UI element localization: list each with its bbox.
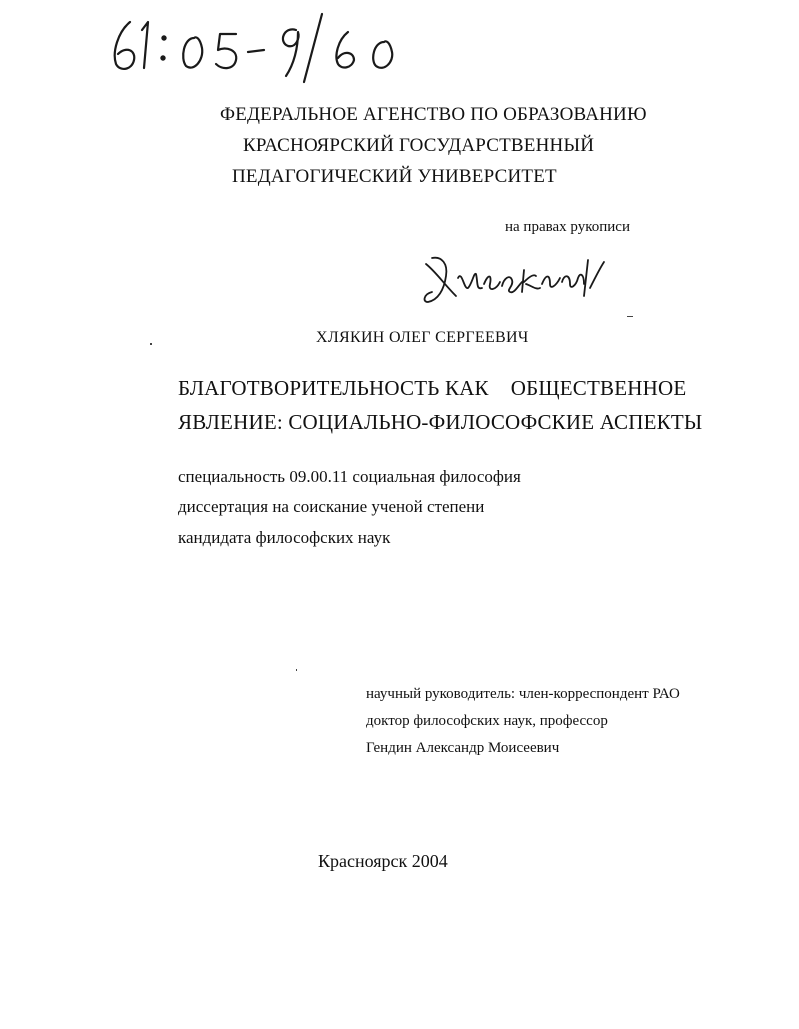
specialty-line: специальность 09.00.11 социальная философия xyxy=(178,467,521,486)
title-line1-part1: БЛАГОТВОРИТЕЛЬНОСТЬ КАК xyxy=(178,376,489,400)
author-signature xyxy=(418,244,618,314)
degree-line2: кандидата философских наук xyxy=(178,528,391,547)
degree-line1: диссертация на соискание ученой степени xyxy=(178,497,485,516)
scan-speck xyxy=(296,669,297,671)
institution-university-line1: КРАСНОЯРСКИЙ ГОСУДАРСТВЕННЫЙ xyxy=(243,135,595,156)
city-year: Красноярск 2004 xyxy=(318,851,448,871)
dissertation-title-line2: ЯВЛЕНИЕ: СОЦИАЛЬНО-ФИЛОСОФСКИЕ АСПЕКТЫ xyxy=(178,410,703,434)
supervisor-name: Гендин Александр Моисеевич xyxy=(366,740,560,756)
scan-speck xyxy=(627,316,633,317)
author-name: ХЛЯКИН ОЛЕГ СЕРГЕЕВИЧ xyxy=(316,329,529,346)
scan-speck xyxy=(150,343,152,345)
supervisor-role: научный руководитель: член-корреспондент РАО xyxy=(366,686,680,702)
title-line1-part2: ОБЩЕСТВЕННОЕ xyxy=(510,376,687,400)
supervisor-degree: доктор философских наук, профессор xyxy=(366,713,608,729)
institution-agency: ФЕДЕРАЛЬНОЕ АГЕНСТВО ПО ОБРАЗОВАНИЮ xyxy=(220,104,647,125)
institution-university-line2: ПЕДАГОГИЧЕСКИЙ УНИВЕРСИТЕТ xyxy=(232,166,557,187)
dissertation-title-line1 xyxy=(178,376,686,401)
manuscript-rights-note: на правах рукописи xyxy=(505,219,630,235)
handwritten-archive-code xyxy=(108,8,418,88)
